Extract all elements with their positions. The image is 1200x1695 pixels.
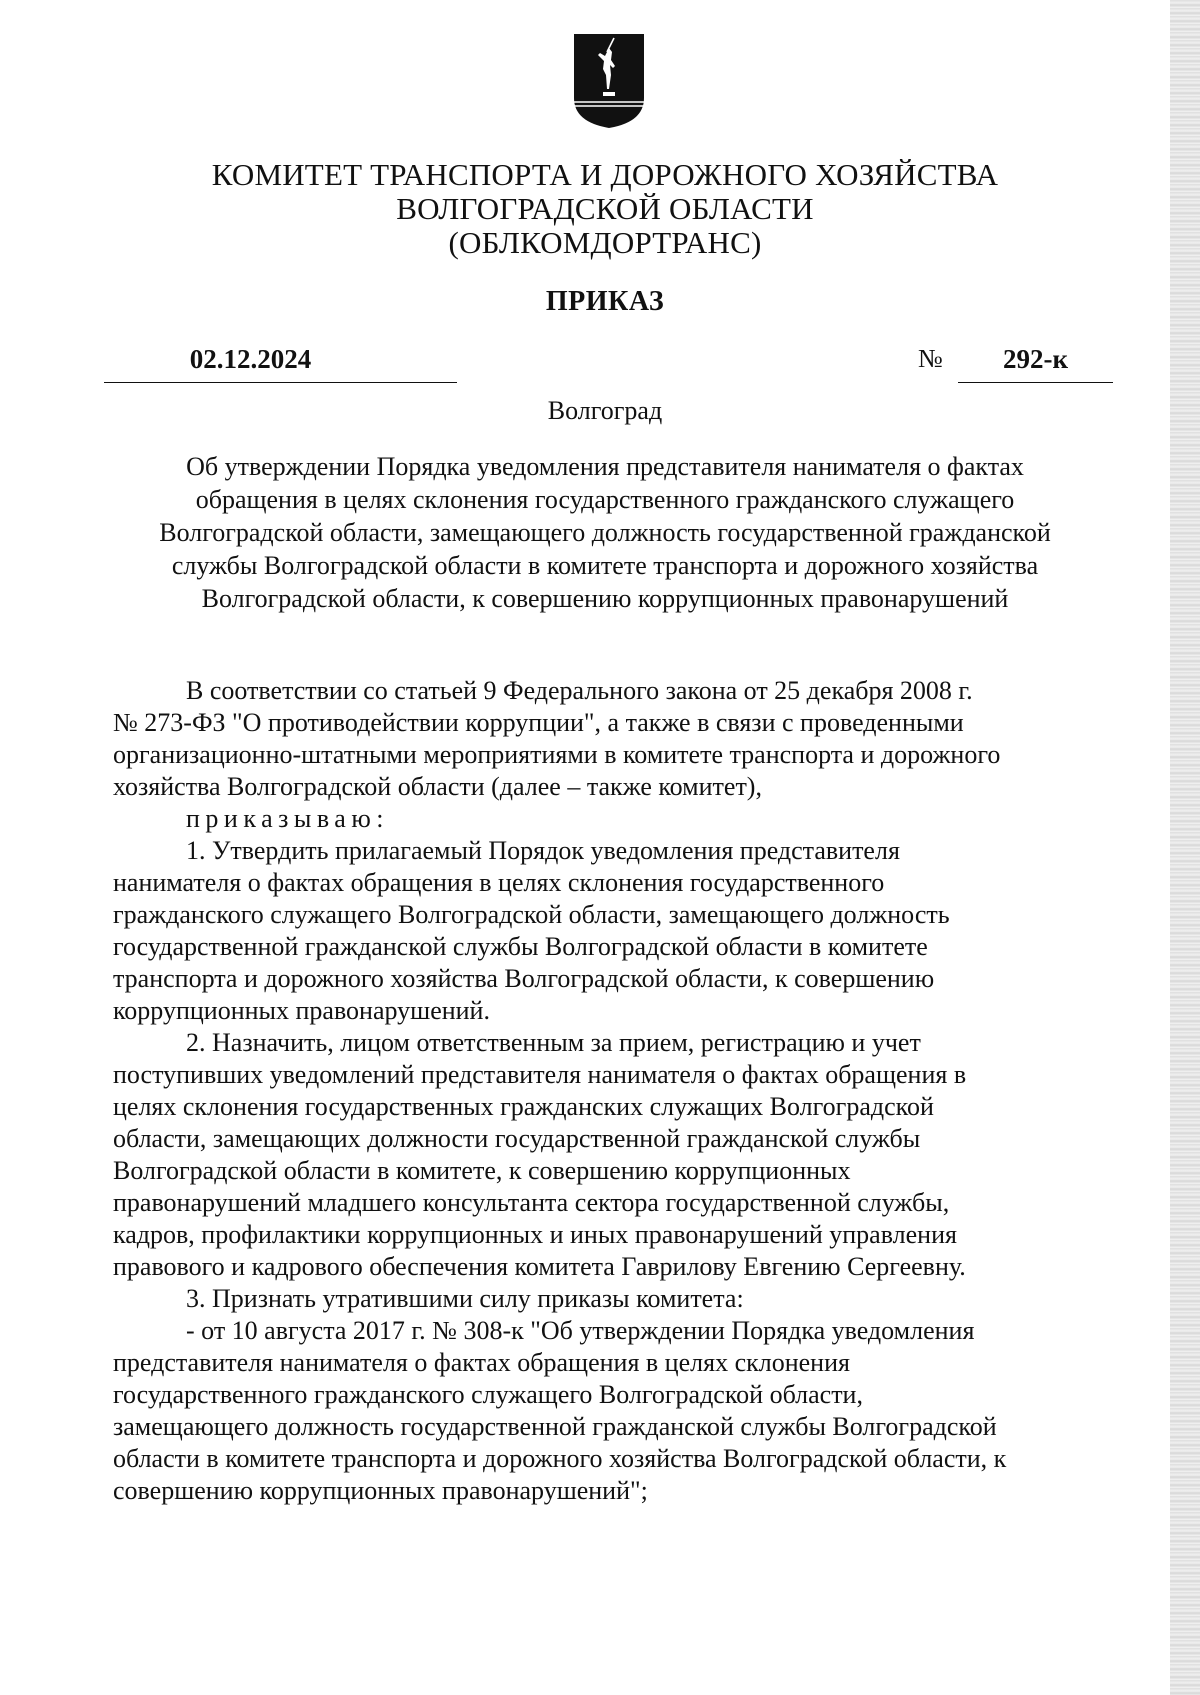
- body-line: Волгоградской области в комитете, к совершению коррупционных: [113, 1156, 851, 1185]
- subject-line: Об утверждении Порядка уведомления представителя нанимателя о фактах: [186, 452, 1024, 481]
- body-line: области, замещающих должности государственной гражданской службы: [113, 1124, 921, 1153]
- order-word: приказываю:: [186, 804, 389, 833]
- item-3-intro: 3. Признать утратившими силу приказы комитета:: [186, 1284, 744, 1313]
- body-line: 1. Утвердить прилагаемый Порядок уведомления представителя: [186, 836, 900, 865]
- body-line: № 273-ФЗ "О противодействии коррупции", а также в связи с проведенными: [113, 708, 964, 737]
- body-line: области в комитете транспорта и дорожного хозяйства Волгоградской области, к: [113, 1444, 1007, 1473]
- body-line: гражданского служащего Волгоградской области, замещающего должность: [113, 900, 950, 929]
- body-line: организационно-штатными мероприятиями в комитете транспорта и дорожного: [113, 740, 1001, 769]
- document-type: ПРИКАЗ: [545, 286, 665, 317]
- body-line: В соответствии со статьей 9 Федерального закона от 25 декабря 2008 г.: [186, 676, 973, 705]
- body-line: замещающего должность государственной гражданской службы Волгоградской: [113, 1412, 997, 1441]
- document-number: 292-к: [1002, 344, 1069, 374]
- number-sign: №: [918, 344, 943, 373]
- body-line: государственного гражданского служащего Волгоградской области,: [113, 1380, 863, 1409]
- item-2-paragraph: [113, 1027, 1103, 1283]
- body-line: кадров, профилактики коррупционных и иных правонарушений управления: [113, 1220, 957, 1249]
- body-line: поступивших уведомлений представителя нанимателя о фактах обращения в: [113, 1060, 967, 1089]
- coat-of-arms-emblem: [570, 30, 648, 130]
- organization-title-line: ВОЛГОГРАДСКОЙ ОБЛАСТИ: [396, 191, 814, 226]
- body-line: хозяйства Волгоградской области (далее – также комитет),: [113, 772, 762, 801]
- body-line: правонарушений младшего консультанта сектора государственной службы,: [113, 1188, 950, 1217]
- body-line: совершению коррупционных правонарушений";: [113, 1476, 648, 1505]
- subject-line: Волгоградской области, к совершению коррупционных правонарушений: [201, 584, 1009, 613]
- body-line: государственной гражданской службы Волгоградской области в комитете: [113, 932, 928, 961]
- body-line: 2. Назначить, лицом ответственным за прием, регистрацию и учет: [186, 1028, 921, 1057]
- item-3-sub-1-paragraph: [113, 1315, 1103, 1507]
- document-date: 02.12.2024: [189, 344, 312, 374]
- subject-line: Волгоградской области, замещающего должность государственной гражданской: [159, 518, 1051, 547]
- document-city: Волгоград: [547, 396, 663, 425]
- document-number-field: [958, 342, 1113, 383]
- preamble-paragraph: [113, 675, 1103, 803]
- document-subject: [105, 450, 1105, 615]
- document-body: [113, 675, 1103, 1507]
- item-1-paragraph: [113, 835, 1103, 1027]
- body-line: коррупционных правонарушений.: [113, 996, 490, 1025]
- body-line: правового и кадрового обеспечения комитета Гаврилову Евгению Сергеевну.: [113, 1252, 966, 1281]
- body-line: транспорта и дорожного хозяйства Волгоградской области, к совершению: [113, 964, 935, 993]
- subject-line: обращения в целях склонения государственного гражданского служащего: [195, 485, 1015, 514]
- organization-title: [150, 158, 1060, 260]
- body-line: представителя нанимателя о фактах обращения в целях склонения: [113, 1348, 850, 1377]
- body-line: - от 10 августа 2017 г. № 308-к "Об утверждении Порядка уведомления: [186, 1316, 975, 1345]
- body-line: целях склонения государственных гражданских служащих Волгоградской: [113, 1092, 934, 1121]
- document-date-field: [104, 342, 457, 383]
- organization-title-line: КОМИТЕТ ТРАНСПОРТА И ДОРОЖНОГО ХОЗЯЙСТВА: [211, 157, 999, 192]
- subject-line: службы Волгоградской области в комитете транспорта и дорожного хозяйства: [171, 551, 1039, 580]
- body-line: нанимателя о фактах обращения в целях склонения государственного: [113, 868, 885, 897]
- scan-edge-shadow: [1170, 0, 1200, 1695]
- organization-title-line: (ОБЛКОМДОРТРАНС): [448, 225, 762, 260]
